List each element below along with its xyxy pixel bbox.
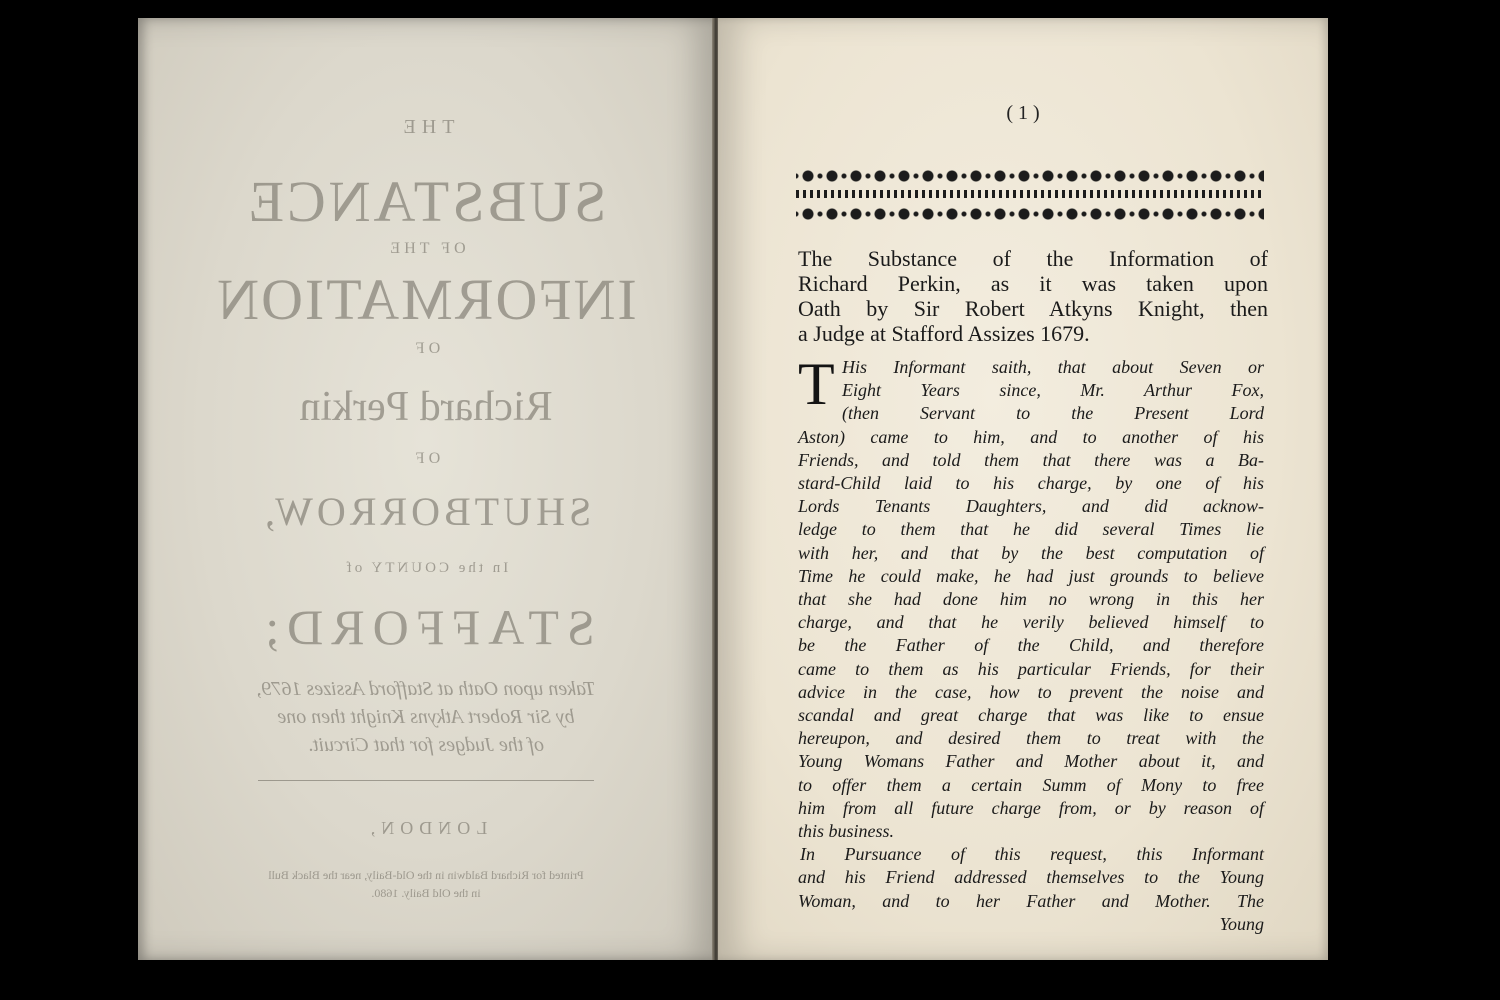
body-line: Time he could make, he had just grounds to believe xyxy=(798,565,1264,586)
body-line: scandal and great charge that was like to ensue xyxy=(798,705,1264,726)
body-line: with her, and that by the best computation of xyxy=(798,542,1264,563)
ornament-band-bottom xyxy=(796,204,1264,224)
body-text xyxy=(798,351,1264,936)
bleed-sub1: Taken upon Oath at Stafford Assizes 1679, xyxy=(256,678,596,700)
body-line: His Informant saith, that about Seven or xyxy=(842,357,1264,377)
bleed-imprint1: Printed for Richard Baldwin in the Old-Baily, near the Black Bull xyxy=(268,868,584,882)
bleed-rule xyxy=(258,780,594,781)
bleed-sub3: of the Judges for that Circuit. xyxy=(308,734,544,756)
bleed-line3: Richard Perkin xyxy=(299,384,553,430)
body-line: Aston) came to him, and to another of his xyxy=(798,426,1264,447)
bleed-line5: STAFFORD; xyxy=(257,599,595,655)
heading-line: The Substance of the Information of xyxy=(798,246,1268,271)
bleed-of3: OF xyxy=(411,450,441,467)
bleed-line1: SUBSTANCE xyxy=(245,169,607,234)
bleed-line2: INFORMATION xyxy=(215,267,637,332)
body-line: hereupon, and desired them to treat with the xyxy=(798,728,1264,749)
body-line: Lords Tenants Daughters, and did acknow- xyxy=(798,496,1264,517)
body-line: In Pursuance of this request, this Informant xyxy=(800,844,1264,865)
bleed-of1: OF THE xyxy=(386,240,466,257)
bleed-line4: SHUTBORROW, xyxy=(260,489,592,534)
left-page xyxy=(138,18,714,960)
body-line: Young Womans Father and Mother about it, and xyxy=(798,751,1264,772)
section-heading xyxy=(798,246,1268,346)
right-page xyxy=(718,18,1328,960)
bleed-imprint2: in the Old Baily. 1680. xyxy=(371,886,481,900)
body-line: and his Friend addressed themselves to the Young xyxy=(798,867,1264,888)
heading-line: a Judge at Stafford Assizes 1679. xyxy=(798,321,1090,346)
body-line: Friends, and told them that there was a Ba- xyxy=(798,449,1264,470)
body-line: ledge to them that he did several Times lie xyxy=(798,519,1264,540)
bleed-sub2: by Sir Robert Atkyns Knight then one xyxy=(277,706,575,728)
body-line: advice in the case, how to prevent the noise and xyxy=(798,681,1264,702)
body-line: this business. xyxy=(798,821,895,842)
body-line: Woman, and to her Father and Mother. The xyxy=(798,890,1264,911)
page-number: ( 1 ) xyxy=(1006,102,1040,124)
body-line: Eight Years since, Mr. Arthur Fox, xyxy=(842,380,1264,401)
ornament-band-top xyxy=(796,166,1264,186)
catchword: Young xyxy=(1219,913,1264,934)
body-line: stard-Child laid to his charge, by one of his xyxy=(798,473,1264,494)
drop-cap: T xyxy=(798,351,835,417)
body-line: (then Servant to the Present Lord xyxy=(842,403,1264,424)
bleed-through-title xyxy=(138,18,714,960)
body-line: to offer them a certain Summ of Mony to free xyxy=(798,774,1264,795)
body-line: charge, and that he verily believed himself to xyxy=(798,612,1264,633)
bleed-the: THE xyxy=(397,116,455,138)
ornament-band-middle xyxy=(796,190,1264,198)
body-line: that she had done him no wrong in this her xyxy=(798,589,1264,610)
bleed-london: LONDON, xyxy=(364,818,488,838)
bleed-county: In the COUNTY of xyxy=(343,560,509,576)
heading-line: Richard Perkin, as it was taken upon xyxy=(798,271,1268,296)
heading-line: Oath by Sir Robert Atkyns Knight, then xyxy=(798,296,1268,321)
body-line: him from all future charge from, or by reason of xyxy=(798,797,1264,818)
bleed-of2: OF xyxy=(411,340,441,357)
body-line: came to them as his particular Friends, for their xyxy=(798,658,1264,679)
body-line: be the Father of the Child, and therefore xyxy=(798,635,1264,656)
